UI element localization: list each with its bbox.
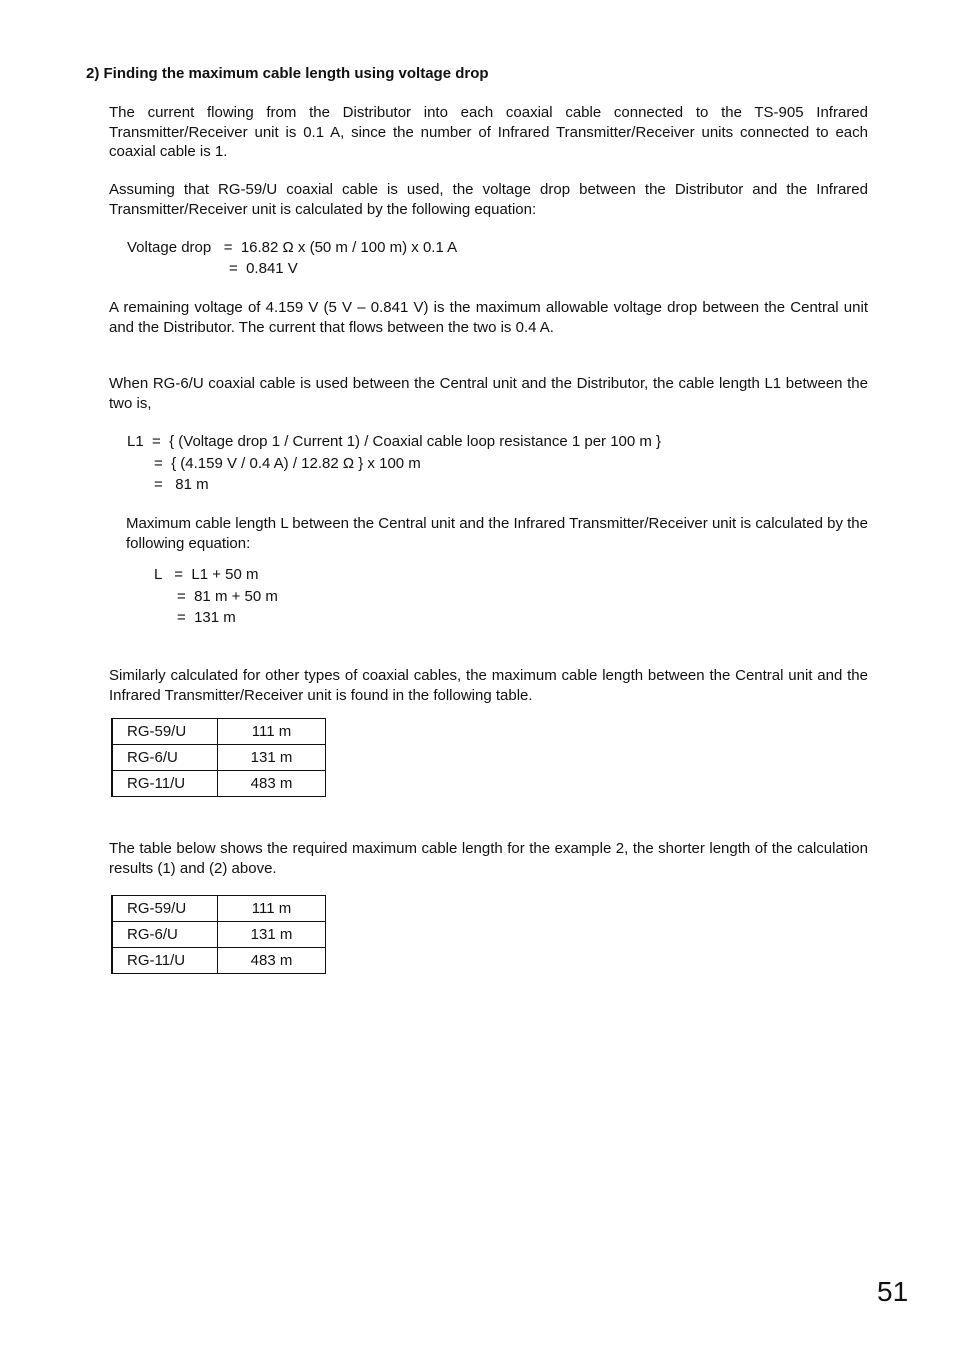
cable-type-cell: RG-59/U	[112, 896, 218, 922]
cable-type-cell: RG-6/U	[112, 922, 218, 948]
paragraph-voltage-drop-intro: Assuming that RG-59/U coaxial cable is used, the voltage drop between the Distributor and the Infrared Transmitter/Receiver unit is calculated by the following equation:	[109, 181, 868, 218]
table-row	[112, 896, 326, 922]
cable-length-table-2	[111, 895, 326, 974]
section-heading: 2) Finding the maximum cable length using voltage drop	[86, 65, 489, 82]
cable-type-cell: RG-6/U	[112, 745, 218, 771]
equation-l1-line3: = 81 m	[154, 476, 209, 493]
paragraph-max-length-intro: Maximum cable length L between the Central unit and the Infrared Transmitter/Receiver unit is calculated by the following equation:	[126, 515, 868, 552]
equation-l-line2: = 81 m + 50 m	[177, 588, 278, 605]
cable-type-cell: RG-11/U	[112, 948, 218, 974]
paragraph-required-length: The table below shows the required maximum cable length for the example 2, the shorter length of the calculation results (1) and (2) above.	[109, 840, 868, 877]
cable-type-cell: RG-59/U	[112, 719, 218, 745]
paragraph-rg6-intro: When RG-6/U coaxial cable is used between the Central unit and the Distributor, the cable length L1 between the two is,	[109, 375, 868, 412]
equation-l1-line2: = { (4.159 V / 0.4 A) / 12.82 Ω } x 100 m	[154, 455, 421, 472]
paragraph-remaining-voltage: A remaining voltage of 4.159 V (5 V – 0.841 V) is the maximum allowable voltage drop between the Central unit and the Distributor. The current that flows between the two is 0.4 A.	[109, 299, 868, 336]
equation-voltage-drop-line2: = 0.841 V	[229, 260, 298, 277]
equation-l-line1: L = L1 + 50 m	[154, 566, 259, 583]
page-number: 51	[877, 1276, 909, 1307]
table-row	[112, 719, 326, 745]
cable-length-cell: 111 m	[218, 719, 326, 745]
equation-l-line3: = 131 m	[177, 609, 236, 626]
cable-length-cell: 131 m	[218, 745, 326, 771]
table-row	[112, 771, 326, 797]
cable-length-cell: 131 m	[218, 922, 326, 948]
cable-length-cell: 111 m	[218, 896, 326, 922]
equation-l1-line1: L1 = { (Voltage drop 1 / Current 1) / Coaxial cable loop resistance 1 per 100 m }	[127, 433, 662, 450]
table-row	[112, 745, 326, 771]
paragraph-current-flow: The current flowing from the Distributor into each coaxial cable connected to the TS-905 Infrared Transmitter/Receiver unit is 0.1 A, since the number of Infrared Transmitter/Receiver units connected to each coaxial cable is 1.	[109, 104, 868, 160]
paragraph-similar-calculation: Similarly calculated for other types of coaxial cables, the maximum cable length between the Central unit and the Infrared Transmitter/Receiver unit is found in the following table.	[109, 667, 868, 704]
table-row	[112, 922, 326, 948]
cable-length-cell: 483 m	[218, 948, 326, 974]
cable-length-cell: 483 m	[218, 771, 326, 797]
cable-length-table-1	[111, 718, 326, 797]
cable-type-cell: RG-11/U	[112, 771, 218, 797]
equation-voltage-drop-line1: Voltage drop = 16.82 Ω x (50 m / 100 m) x 0.1 A	[127, 239, 458, 256]
table-row	[112, 948, 326, 974]
